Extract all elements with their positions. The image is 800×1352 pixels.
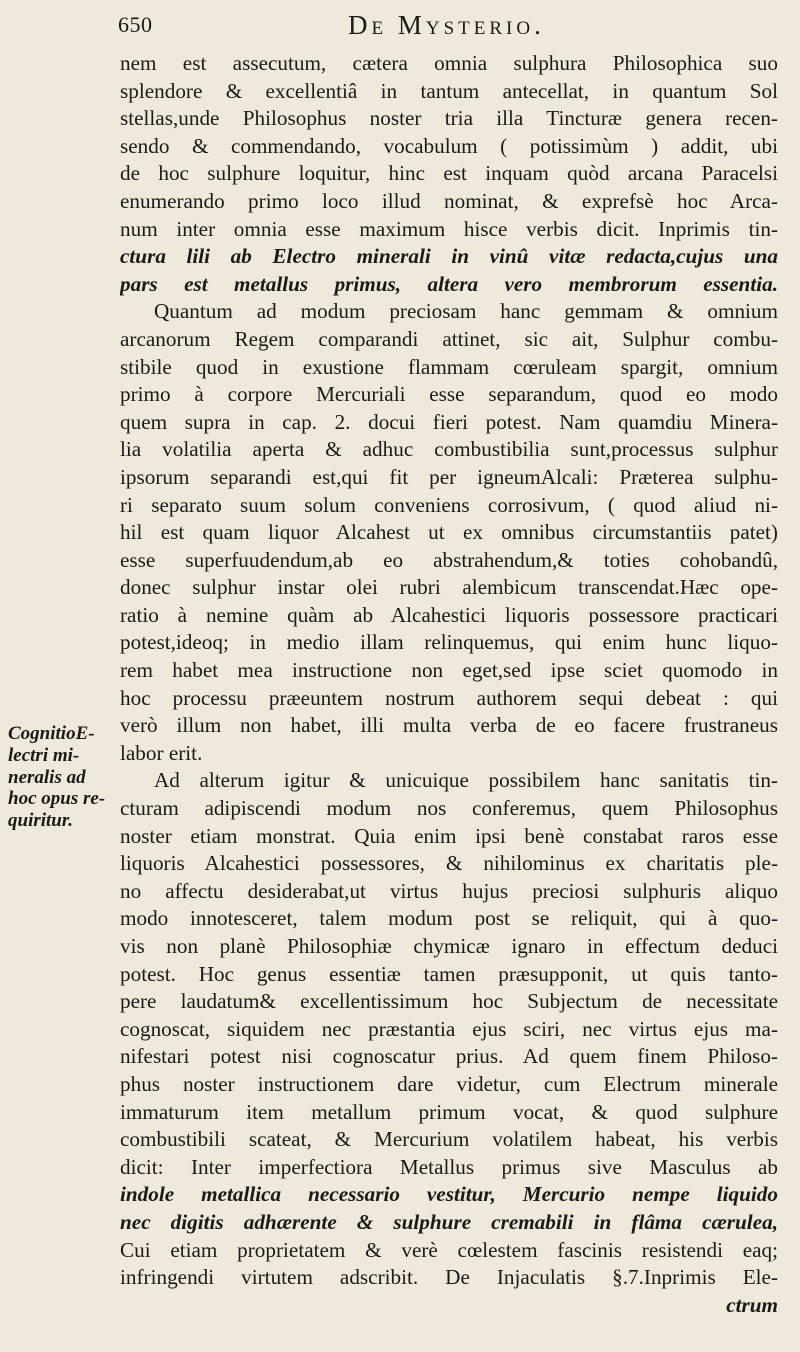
text-line: dicit: Inter imperfectiora Metallus primus sive Masculus ab <box>120 1154 778 1179</box>
text-line: Quantum ad modum preciosam hanc gemmam & omnium <box>154 299 778 324</box>
text-line: lia volatilia aperta & adhuc combustibilia sunt,processus sulphur <box>120 437 778 462</box>
text-line: sendo & commendando, vocabulum ( potissimùm ) addit, ubi <box>120 133 778 158</box>
text-line: hoc processu præeuntem nostrum authorem sequi debeat : qui <box>120 685 778 710</box>
text-line: noster etiam monstrat. Quia enim ipsi benè constabat raros esse <box>120 823 778 848</box>
text-line: immaturum item metallum primum vocat, & quod sulphure <box>120 1099 778 1124</box>
text-line: cognoscat, siquidem nec præstantia ejus sciri, nec virtus ejus ma- <box>120 1016 778 1041</box>
text-line: combustibili scateat, & Mercurium volatilem habeat, his verbis <box>120 1127 778 1152</box>
running-title: De Mysterio. <box>348 10 545 40</box>
text-line: pars est metallus primus, altera vero membrorum essentia. <box>120 271 778 296</box>
marginal-note-line: hoc opus re- <box>8 788 106 810</box>
text-line: labor erit. <box>120 740 203 765</box>
text-line: potest. Hoc genus essentiæ tamen præsupponit, ut quis tanto- <box>120 961 778 986</box>
text-line: ipsorum separandi est,qui fit per igneumAlcali: Præterea sulphu- <box>120 464 778 489</box>
text-line: Ad alterum igitur & unicuique possibilem hanc sanitatis tin- <box>154 768 778 793</box>
text-line: donec sulphur instar olei rubri alembicum transcendat.Hæc ope- <box>120 575 778 600</box>
page-number: 650 <box>118 12 153 37</box>
text-line: modo innotesceret, talem modum post se reliquit, qui à quo- <box>120 906 778 931</box>
text-line: splendore & excellentiâ in tantum antecellat, in quantum Sol <box>120 78 778 103</box>
text-line: arcanorum Regem comparandi attinet, sic ait, Sulphur combu- <box>120 326 778 351</box>
text-line: ri separato suum solum conveniens corrosivum, ( quod aliud ni- <box>120 492 778 517</box>
text-line: phus noster instructionem dare videtur, cum Electrum minerale <box>120 1071 778 1096</box>
text-line: de hoc sulphure loquitur, hinc est inquam quòd arcana Paracelsi <box>120 161 778 186</box>
text-line: Cui etiam proprietatem & verè cœlestem fascinis resistendi eaq; <box>120 1237 778 1262</box>
text-line: indole metallica necessario vestitur, Mercurio nempe liquido <box>120 1182 778 1207</box>
text-line: num inter omnia esse maximum hisce verbis dicit. Inprimis tin- <box>120 216 778 241</box>
page-header <box>118 12 778 46</box>
text-line: nec digitis adhærente & sulphure cremabili in flâma cærulea, <box>120 1209 778 1234</box>
text-line: primo à corpore Mercuriali esse separandum, quod eo modo <box>120 382 778 407</box>
text-line: nifestari potest nisi cognoscatur prius. Ad quem finem Philoso- <box>120 1044 778 1069</box>
text-line: potest,ideoq; in medio illam relinquemus, qui enim hunc liquo- <box>120 630 778 655</box>
text-line: cturam adipiscendi modum nos conferemus, quem Philosophus <box>120 796 778 821</box>
text-line: no affectu desiderabat,ut virtus hujus preciosi sulphuris aliquo <box>120 878 778 903</box>
marginal-note-line: CognitioE- <box>8 723 95 744</box>
text-line: pere laudatum& excellentissimum hoc Subjectum de necessitate <box>120 989 778 1014</box>
text-line: liquoris Alcahestici possessores, & nihilominus ex charitatis ple- <box>120 851 778 876</box>
text-line: ctrum <box>726 1292 778 1317</box>
text-line: rem habet mea instructione non eget,sed ipse sciet quomodo in <box>120 658 778 683</box>
marginal-note <box>8 723 120 832</box>
text-line: nem est assecutum, cætera omnia sulphura Philosophica suo <box>120 51 778 75</box>
text-line: esse superfuudendum,ab eo abstrahendum,& toties cohobandû, <box>120 547 778 572</box>
text-line: ctura lili ab Electro minerali in vinû vitæ redacta,cujus una <box>120 244 778 269</box>
text-line: hil est quam liquor Alcahest ut ex omnibus circumstantiis patet) <box>120 520 778 545</box>
text-line: stibile quod in exustione flammam cœruleam spargit, omnium <box>120 354 778 379</box>
text-line: enumerando primo loco illud nominat, & exprefsè hoc Arca- <box>120 188 778 213</box>
text-line: stellas,unde Philosophus noster tria illa Tincturæ genera recen- <box>120 106 778 131</box>
text-line: vis non planè Philosophiæ chymicæ ignaro in effectum deduci <box>120 934 778 958</box>
text-line: quem supra in cap. 2. docui fieri potest. Nam quamdiu Minera- <box>120 409 778 434</box>
marginal-note-line: quiritur. <box>8 810 73 832</box>
marginal-note-line: neralis ad <box>8 766 86 788</box>
text-line: verò illum non habet, illi multa verba de eo facere frustraneus <box>120 713 778 738</box>
text-line: infringendi virtutem adscribit. De Injaculatis §.7.Inprimis Ele- <box>120 1265 778 1290</box>
body-text <box>120 50 778 1319</box>
marginal-note-line: lectri mi- <box>8 744 80 766</box>
text-line: ratio à nemine quàm ab Alcahestici liquoris possessore practicari <box>120 602 778 627</box>
